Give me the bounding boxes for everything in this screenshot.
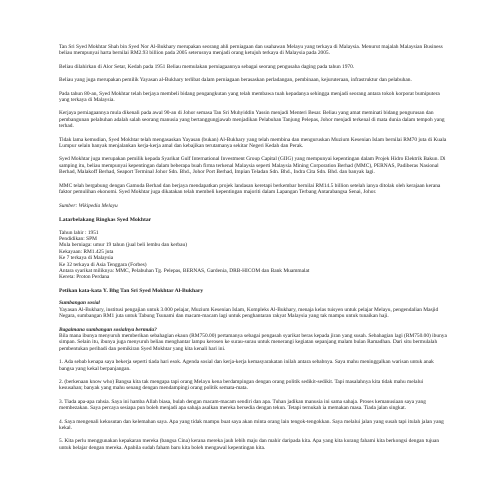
bio-item: Pendidikan: SPM [59,235,97,242]
numbered-quote-5: 5. Kita perlu menggunakan kepakaran mereka (bangsa Cina) kerana mereka jauh lebih maju dan mahir daripada kita. Apa yang kita kurang fahami kita berkongsi dengan tujuan untuk belajar dengan mereka. Apabila sudah faham baru kita boleh mengawal kepentingan kita. [59,438,440,451]
quote-body-1: Yayasan Al-Bukhary, institusi pengajian untuk 3.000 pelajar, Muzium Kesenian Islam, Kompleks Al-Bukhary, menaja kelas tuisyen untuk pelajar Melayu, pengendalian Masjid Negara, sumbangan RM1 juta untuk Tabung Tsunami dan macam-macam lagi untuk penghantaran rakyat Malaysia yang tak mampu untuk tunaikan haji. [59,306,439,320]
quote-subheading-1: Sumbangan sosial [59,300,100,307]
intro-paragraph-5: Kerjaya perniagaannya mula dikenali pada awal 90-an di Johor semasa Tan Sri Muhyiddin Yassin menjadi Menteri Besar. Beliau yang amat meminati bidang pengurusan dan pembangunan pelabuhan adalah salah seorang manusia yang bertanggungjawab menjadikan Pelabuhan Tanjung Pelepas, Johor menjadi terkenal di mata dunia dalam tempoh yang terhad. [59,110,445,130]
bio-heading: Latarbelakang Ringkas Syed Mokhtar [59,216,152,223]
intro-paragraph-8: MMC telah bergabung dengan Gamuda Berhad dan berjaya mendapatkan projek landasan keretapi berkembar bernilai RM14.5 billion setelah ianya ditolak oleh kerajaan kerana faktor pemulihan ekonomi. Syed Mokhtar juga dikatakan telah membeli kepentingan majoriti dalam Lapangan Terbang Antarabangsa Senai, Johor. [59,182,441,196]
bio-item: Antara syarikat miliknya: MMC, Pelabuhan Tg. Pelepas, BERNAS, Gardenia, DRB-HICOM dan Bank Muammalat [59,267,310,274]
intro-paragraph-6: Tidak lama kemudian, Syed Mokhtar telah mengasaskan Yayasan (bukan) Al-Bukhary yang telah membina dan menguruskan Muzium Kesenian Islam bernilai RM70 juta di Kuala Lumpur selain banyak menjalankan kerja-kerja amal dan kebajikan terutamanya sekitar Negeri Kedah dan Perak. [59,136,447,150]
numbered-quote-3: 3. Tiada apa-apa rahsia. Saya ini hamba Allah biasa, bulah dengan macam-macam sendiri dan apa. Tuhan jadikan manusia ini sama sahaja. Proses kemanusiaan saya yang membezakan. Saya percaya sesiapa pun boleh menjadi apa sahaja asalkan mereka bersedia dengan tekun. Tetapi ternukah ia memakan masa. Tiada jalan singkat. [59,398,426,412]
intro-paragraph-7: Syed Mokhtar juga merupakan pemilik kepada Syarikat Gulf International Investment Group Capital (GIIG) yang mempunyai kepentingan dalam Projek Hidro Elektrik Bakun. Di samping itu, beliau mempunyai kepentingan dalam beberapa buah firma terkenal Malaysia seperti Malaysia Mining Corporation Berhad (MMC), PERNAS, Padiberas Nasional Berhad, Malakoff Berhad, Seaport Terminal Johor Sdn. Bhd., Johor Port Berhad, Impian Teladan Sdn. Bhd., Indra Cita Sdn. Bhd. dan banyak lagi. [59,156,446,176]
quote-heading: Petikan kata-kata Y. Bhg Tan Sri Syed Mokhtar Al-Bukhary [59,287,204,294]
bio-item: Kekayaan: RM1.425 juta [59,248,114,255]
quote-section-1 [59,300,447,319]
numbered-quote-4: 4. Saya mengenali kekusutan dan kelemahan saya. Apa yang tidak mampu buat saya akan minta orang lain tengok-tengokkan. Saya melalui jalan yang susah tapi itulah jalan yang kekal. [59,418,444,432]
quote-body-2: Bila mana ibunya menyuruh memberikan sebahagian ekaun (RM750.00) pertamanya sebagai pengasah syarikat beras kepada jiran yang susah. Sebahagian lagi (RM750.00) ibunya simpan. Selain itu, ibunya juga menyuruh beliau menghantar lampu kerosen ke surau-surau untuk menerangi kegiatan sepanjang malam bulan Ramadhan. Dari situ bermulalah pembentukan peribadi dan pemikiran Syed Mokhtar yang kita kenali hari ini. [59,332,447,352]
intro-paragraph-1: Tan Sri Syed Mokhtar Shah bin Syed Nor Al-Bukhary merupakan seorang ahli perniagaan dan usahawan Melayu yang terkaya di Malaysia. Menurut majalah Malaysian Business beliau mempunyai harta bernilai RM2.93 billion pada 2005 seterusnya menjadi orang ketujuh terkaya di Malaysia pada 2005. [59,44,443,57]
quote-subheading-2: Bagaimana sumbangan sosialnya bermula? [59,326,157,333]
bio-item: Ke 32 terkaya di Asia Tenggara (Forbes) [59,261,147,268]
bio-item: Kereta: Proton Perdana [59,274,110,281]
bio-list [59,230,447,281]
intro-paragraph-4: Pada tahun 80-an, Syed Mokhtar telah berjaya membeli bidang pengangkutan yang telah membawa tuah kepadanya sehingga menjadi seorang antara tokoh korporat bumiputera yang terkaya di Malaysia. [59,90,440,104]
numbered-quote-2: 2. (berkenaan know who) Bangsa kita tak mengapa tapi orang Melayu kena berdampingan dengan orang politik sedikit-sedikit. Tapi masalahnya kita tidak mahu melalui kesusahan; banyak yang mahu senang dengan mendampingi orang politik semata-mata. [59,379,424,392]
source-credit: Sumber: Wikipedia Melayu [59,202,118,209]
bio-item: Ke 7 terkaya di Malaysia [59,255,114,262]
quote-section-2 [59,327,447,353]
intro-paragraph-2: Beliau dilahirkan di Alor Setar, Kedah pada 1951 Beliau memulakan perniagaannya sebagai seorang pengusaha daging pada tahun 1970. [59,63,355,70]
numbered-quote-1: 1. Ada sebab kenapa saya bekerja seperti tiada hari esok. Agenda sosial dan kerja-kerja kemasyarakatan inilah antara sebabnya. Saya mahu meninggalkan warisan untuk anak bangsa yang kekal berpanjangan. [59,359,434,372]
bio-item: Mula berniaga: umur 19 tahun (jual beli lembu dan kerbau) [59,242,187,249]
intro-paragraph-3: Beliau yang juga merupakan pemilik Yayasan al-Bukhary terlibat dalam perniagaan berasaskan perladangan, pembinaan, kejuruteraan, infrastruktur dan pelabuhan. [59,77,412,84]
bio-item: Tahun lahir : 1951 [59,229,99,236]
